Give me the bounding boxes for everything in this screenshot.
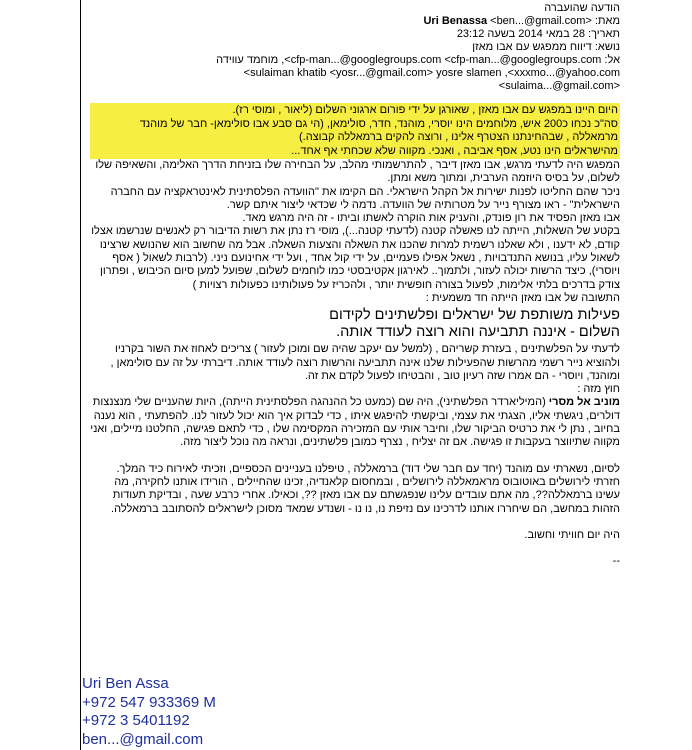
from-label: מאת: <box>594 15 620 27</box>
date-value: 28 במאי 2014 בשעה 23:12 <box>456 28 585 40</box>
highlight-line-4: מהישראלים הינו נטע, אסף אביבה , ואנכי. מקווה שלא שכחתי אף אחד... <box>291 144 618 157</box>
paragraph-opinion: לדעתי על הפלשתינים , בעזרת קשריהם , (למשל עם יעקב שהיה שם ומוכן לעזור ) צריכים לאחוז את השור בקרניו ולהוציא נייר רשמי מהרשות שהפעילות שלנו אינה תתביעה והרשות רוצה לעודד אותה. דיברתי על זה עם סולימאן , ומוהנד, ויוסרי - הם אמרו שזה רעיון טוב , והבטיחו לפעול לקדם את זה. <box>110 343 620 382</box>
email-content <box>90 0 620 640</box>
forwarded-header <box>90 0 620 93</box>
signature-block <box>82 675 382 749</box>
to-recipients-3[interactable]: <sulaima...@gmail.com> <box>498 80 620 92</box>
paragraph-closing: לסיום, נשארתי עם מוהנד (יחד עם חבר שלי דוד) ברמאללה , טיפלנו בעניינים הכספיים, וזכיתי לאירוח כיד המלך. חזרתי לירושלים באוטובוס מראמאללה לירושלים , ובמחסום קלאנדיה, זכינו שהחיילים , הורידו אותנו לחקירה, מה עשינו ברמאללה??, מה אתם עובדים עלינו שנפגשתם עם אבו מאזן ??, וכאילו. אחרי כרבע שעה , ובדיקת תעודות הזהות במחשב, הם שיחררו אותנו לדרכינו עם נזיפת נו, נו נו - ושנדע שמאד מסוכן לישראלים להסתובב ברמאללה. <box>111 462 620 515</box>
paragraph-besides: חוץ מזה : <box>577 383 620 396</box>
answer-statement <box>90 307 620 341</box>
highlight-line-3: מרמאללה , שבהחינתנו הצטרף אלינו , ורוצה להקים ברמאללה קבוצה.) <box>298 131 618 143</box>
subject-row <box>90 41 620 54</box>
signature-office[interactable]: +972 3 5401192 <box>82 712 190 729</box>
paragraph-meeting: המפגש היה לדעתי מרגש, אבו מאזן דיבר , להתרשמותי מהלב, על הבחירה שלו בזניחת הדרך האלימה, והשאיפה שלו לשלום, על בסיס היוזמה הערבית, ומתוך משא ומתן. <box>95 159 620 185</box>
from-email[interactable]: <ben...@gmail.com> <box>490 15 592 27</box>
to-recipients-1[interactable]: cfp-man...@googlegroups.com <cfp-man...@googlegroups.com>, מוחמד עווידה <box>216 54 602 66</box>
message-body <box>90 159 620 568</box>
from-name: Uri Benassa <box>423 15 488 27</box>
signature-separator: -- <box>612 555 620 568</box>
munib-name: מוניב אל מסרי <box>548 396 620 409</box>
from-row <box>90 15 620 28</box>
highlight-line-2: סה"כ נכחו כ200 איש, מלוחמים הינו יוסרי, מוהנד, חדר, סולימאן, (הי גם סבע אבו סולימאן- חבר של מוהנד <box>139 117 618 130</box>
date-row <box>90 28 620 41</box>
subject-value: דיווח ממפגש עם אבו מאזן <box>472 41 592 53</box>
highlighted-intro <box>90 103 620 159</box>
to-recipients-2[interactable]: sulaiman khatib <yosr...@gmail.com> yosre slamen ,<xxxmo...@yahoo.com> <box>243 67 620 79</box>
paragraph-answer-intro: התשובה של אבו מאזן הייתה חד משמעית : <box>425 291 620 304</box>
answer-statement-a: פעילות משותפת של ישראלים ופלשתינים לקידום <box>329 307 620 324</box>
paragraph-munib <box>90 396 620 449</box>
paragraph-committee: ניכר שהם החליטו לפנות ישירות אל הקהל הישראלי. הם הקימו את "הוועדה הפלסתינית לאינטראקציה עם החברה הישראלית" - ראו מצורף נייר על מטרותיה של הוועדה. נדמה לי שכדאי ליצור איתם קשר. <box>110 185 620 211</box>
paragraph-tribute: אבו מאזן הפסיד את רון פונדק, והעניק אות הוקרה לאשתו וביתו - זה היה מרגש מאד. <box>242 212 620 225</box>
answer-statement-b: השלום - איננה תתביעה והוא רוצה לעודד אותה. <box>336 324 620 341</box>
highlight-line-1: היום היינו במפגש עם אבו מאזן , שאורגן על ידי פורום ארגוני השלום (ליאור , ומוסי רז). <box>232 104 618 116</box>
to-label: אל: <box>604 54 620 66</box>
munib-text: (המיליארדר הפלשתיני), היה שם (כמעט כל ההנהגה הפלסתינית הייתה), היות שהעניים שלי מנצנצות דולרים, ניגשתי אליו, הצגתי את עצמי, וביקשתי להיפגש איתו , כדי לבדוק איך הוא יכול לעזור לנו. להפתעתי , הוא נענה בחיוב , נתן לי את כרטיס הביקור שלו, וחיבר אותי עם המזכירה המקסימה שלו , כדי לתאם פגישה, החלטנו מיילים, ואני מקווה שתיווצר בעקבות זו פגישה. אם זה יצליח , נצרף כמובן פלשתינים, ונראה מה נוכל ליצור מזה. <box>90 396 620 449</box>
left-margin-rule <box>80 0 81 750</box>
signature-email[interactable]: ben...@gmail.com <box>82 730 204 748</box>
signature-mobile[interactable]: +972 547 933369 M <box>82 693 216 711</box>
forward-note: הודעה שהועברה <box>544 2 620 14</box>
to-row <box>90 54 620 67</box>
signature-name: Uri Ben Assa <box>82 675 169 692</box>
subject-label: נושא: <box>594 41 620 53</box>
paragraph-summary: היה יום חוויתי וחשוב. <box>524 528 620 541</box>
paragraph-questions: בקטע של השאלות, הייתה לנו פאשלה קטנה (לדעתי קטנה...), מוסי רז נתן את רשות הדיבור רק לאנשים שנרשמו אצלו קודם, לא ידענו , ולא שאלנו רשמית למרות שהכנו את השאלה והצעות השאלה. אבל מה שחשוב הוא שהנושא שרצינו לשאול עליו, בנושא התנדבויות , נשאל אפילו פעמיים, על ידי קול אחד , ועל ידי אחינועם ניני. (לרבות לשאול ( אסף ויוסרי), כיצד הרשות יכולה לעזור, ולתמוך.. לאירגון אקטיבסטי כמו לוחמים לשלום, שפועל למען סיום הכיבוש , ופתרון צודק בדרכים בלתי אלימות, לפעול בצורה חופשית יותר , ולהכריז על פעולותינו כפעולות רצויות ) <box>91 225 620 291</box>
date-label: תאריך: <box>588 28 620 40</box>
